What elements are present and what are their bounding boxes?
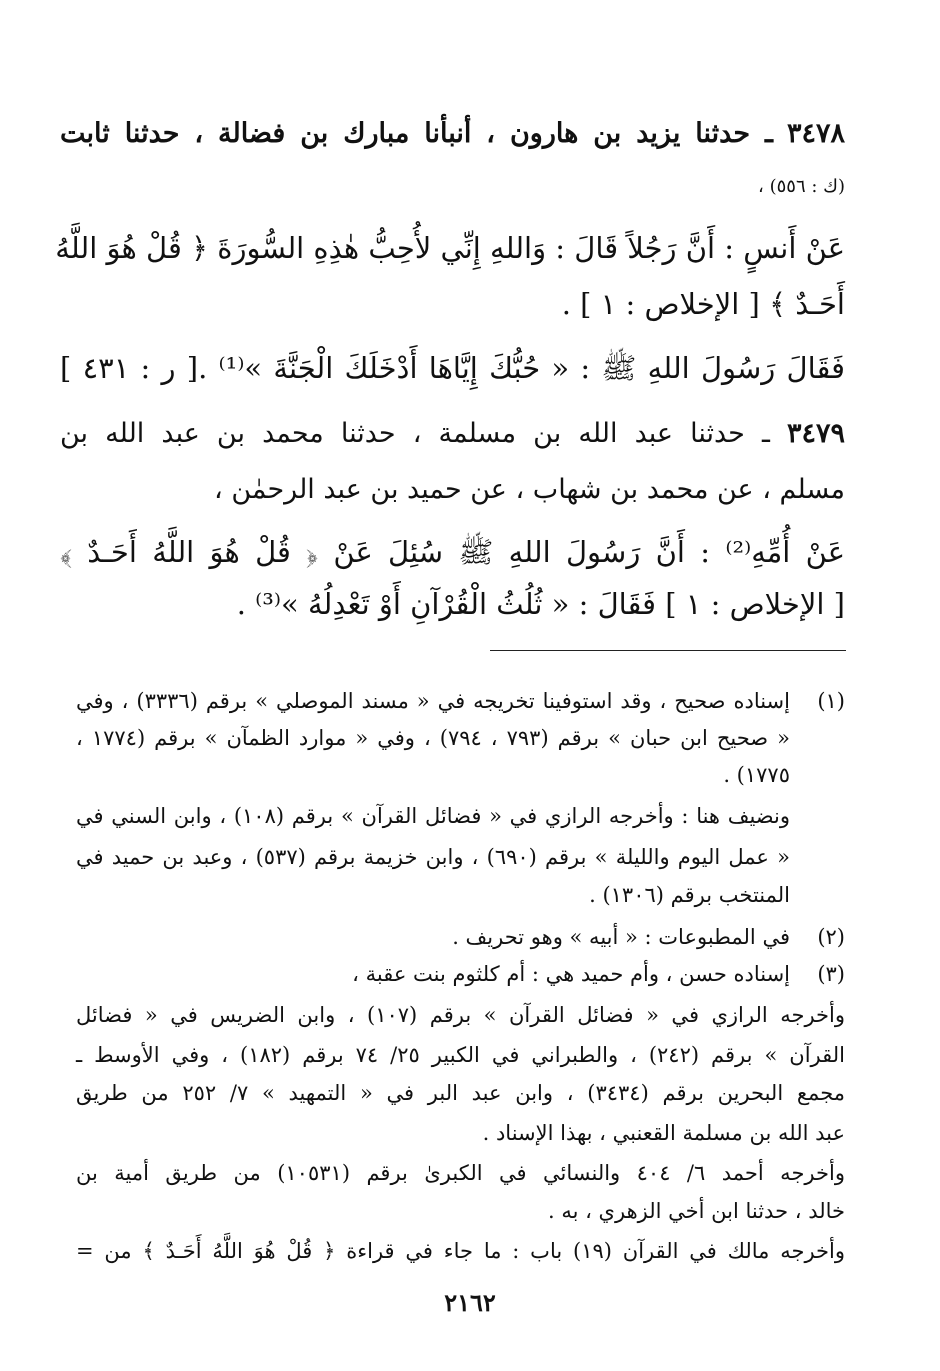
footnote-3-line5: عبد الله بن مسلمة القعنبي ، بهذا الإسناد . — [482, 1121, 845, 1145]
footnote-3-line4: مجمع البحرين برقم (٣٤٣٤) ، وابن عبد البر في « التمهيد » ٧/ ٢٥٢ من طريق — [76, 1081, 845, 1105]
footnote-3-line3: القرآن » برقم (٢٤٢) ، والطبراني في الكبير ٢٥/ ٧٤ برقم (١٨٢) ، وفي الأوسط ـ — [76, 1043, 845, 1067]
footnote-1-line2: « صحيح ابن حبان » برقم (٧٩٣ ، ٧٩٤) ، وفي « موارد الظمآن » برقم (١٧٧٤ ، — [76, 726, 790, 750]
footnote-divider — [490, 650, 846, 651]
footnote-1-line1: إسناده صحيح ، وقد استوفينا تخريجه في « مسند الموصلي » برقم (٣٣٣٦) ، وفي — [76, 689, 790, 713]
hadith-3478-number: ٣٤٧٨ — [786, 118, 845, 149]
footnote-1-line4: ونضيف هنا : وأخرجه الرازي في « فضائل القرآن » برقم (١٠٨) ، وابن السني في — [76, 804, 790, 828]
hadith-3478-ref: (ك : ٥٥٦) ، — [758, 176, 845, 197]
footnote-3-line2: وأخرجه الرازي في « فضائل القرآن » برقم (١٠٧) ، وابن الضريس في « فضائل — [76, 1003, 845, 1027]
hadith-3478-chain-line1 — [60, 114, 845, 154]
page-number: ٢١٦٢ — [444, 1288, 496, 1317]
footnote-2-number: (٢) — [817, 925, 845, 949]
footnote-1-line5: « عمل اليوم والليلة » برقم (٦٩٠) ، وابن خزيمة برقم (٥٣٧) ، وعبد بن حميد في — [76, 845, 790, 869]
hadith-3478-text-line3: فَقَالَ رَسُولَ اللهِ ﷺ : « حُبُّكَ إِيَّاهَا أَدْخَلَكَ الْجَنَّةَ »⁽¹⁾ .[ ر : ٤٣١ ] — [60, 351, 845, 385]
hadith-3479-chain-line1 — [60, 414, 845, 454]
footnote-3-line7: خالد ، حدثنا ابن أخي الزهري ، به . — [547, 1199, 845, 1223]
hadith-3479-chain-line2: مسلم ، عن محمد بن شهاب ، عن حميد بن عبد الرحمٰن ، — [214, 474, 845, 505]
hadith-3479-text-line2: [ الإخلاص : ١ ] فَقَالَ : « ثُلُثُ الْقُرْآنِ أَوْ تَعْدِلُهُ »⁽³⁾ . — [236, 587, 845, 621]
hadith-3479-chain-text: ـ حدثنا عبد الله بن مسلمة ، حدثنا محمد بن عبد الله بن — [60, 418, 770, 449]
footnote-1-line6: المنتخب برقم (١٣٠٦) . — [589, 883, 790, 907]
hadith-3478-text-line1: عَنْ أَنسٍ : أَنَّ رَجُلاً قَالَ : وَاللهِ إِنِّي لأُحِبُّ هٰذِهِ السُّورَةَ ﴿ قُلْ هُوَ اللَّهُ — [55, 231, 845, 265]
footnote-1-line3: ١٧٧٥) . — [723, 763, 790, 787]
footnote-3-line1: إسناده حسن ، وأم حميد هي : أم كلثوم بنت عقبة ، — [352, 962, 790, 986]
hadith-3479-number: ٣٤٧٩ — [786, 418, 845, 449]
footnote-2-line1: في المطبوعات : « أبيه » وهو تحريف . — [452, 925, 790, 949]
footnote-3-number: (٣) — [817, 962, 845, 986]
footnote-3-line8: وأخرجه مالك في القرآن (١٩) باب : ما جاء في قراءة ﴿ قُلْ هُوَ اللَّهُ أَحَـدٌ ﴾ من = — [76, 1239, 845, 1263]
footnote-3-line6: وأخرجه أحمد ٦/ ٤٠٤ والنسائي في الكبرىٰ برقم (١٠٥٣١) من طريق أمية بن — [76, 1161, 845, 1185]
hadith-3478-text-line2: أَحَـدٌ ﴾ [ الإخلاص : ١ ] . — [561, 287, 845, 321]
footnote-1-number: (١) — [817, 689, 845, 713]
hadith-3479-text-line1: عَنْ أُمِّهِ⁽²⁾ : أَنَّ رَسُولَ اللهِ ﷺ سُئِلَ عَنْ ﴿ قُلْ هُوَ اللَّهُ أَحَـدٌ ﴾ — [60, 535, 846, 569]
hadith-3478-chain-text: ـ حدثنا يزيد بن هارون ، أنبأنا مبارك بن فضالة ، حدثنا ثابت — [60, 118, 773, 149]
